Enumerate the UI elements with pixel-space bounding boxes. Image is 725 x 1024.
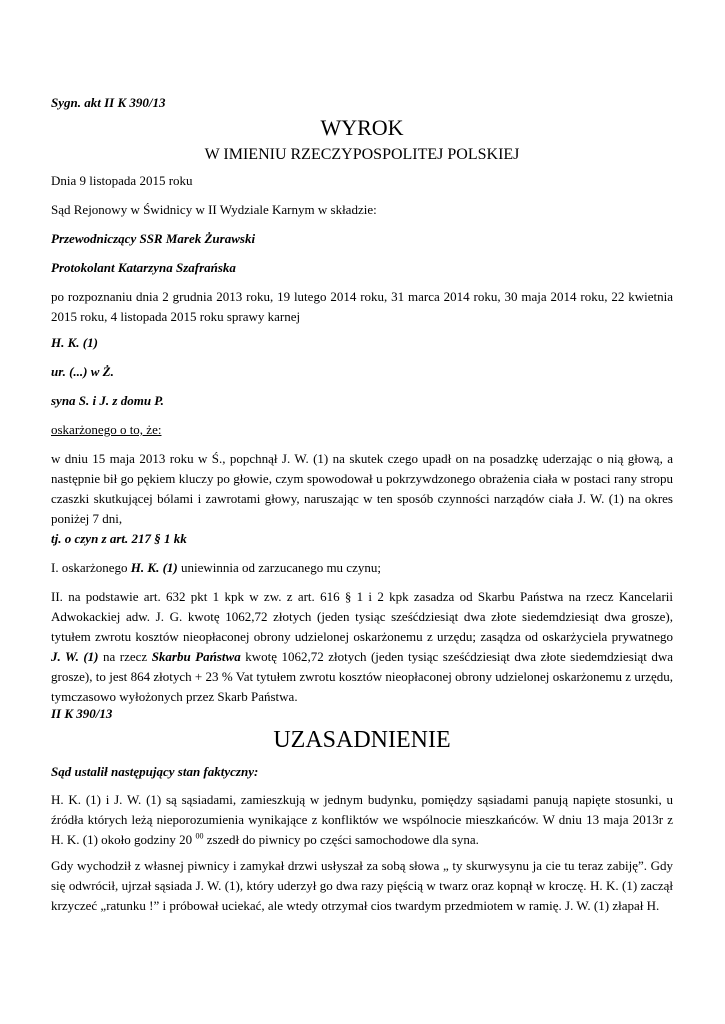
defendant-name: H. K. (1) (51, 335, 98, 350)
acquitted-defendant: H. K. (1) (130, 560, 178, 575)
charge-text: w dniu 15 maja 2013 roku w Ś., popchnął J. W. (1) na skutek czego upadł on na posadzkę uderzając o nią głową, a następnie bił go pękiem kluczy po głowie, czym spowodował u pokrzywdzonego obrażenia ciała w postaci rany stropu czaszki skutkującej bólami i zawrotami głowy, naruszając w ten sposób czynności narządów ciała J. W. (1) na okres poniżej 7 dni, (51, 451, 673, 526)
justification-title: UZASADNIENIE (273, 727, 451, 753)
facts-paragraph-1: H. K. (1) i J. W. (1) są sąsiadami, zamieszkują w jednym budynku, pomiędzy sąsiadami panują napięte stosunki, u źródła których leżą nieporozumienia wynikające z konfliktów we wspólnocie mieszkańców. W dniu 13 maja 2013r z H. K. (1) około godziny 20 $^{00}$ zszedł do piwnicy po części samochodowe dla syna. (51, 792, 673, 847)
justification-case-number: II K 390/13 (51, 706, 113, 721)
court-composition: Sąd Rejonowy w Świdnicy w II Wydziale Karnym w składzie: (51, 202, 377, 217)
verdict-point-1: I. oskarżonego H. K. (1) uniewinnia od zarzucanego mu czynu; (51, 560, 381, 575)
verdict-title: WYROK (320, 115, 404, 140)
accused-label: oskarżonego o to, że: (51, 422, 162, 437)
charge-article: tj. o czyn z art. 217 § 1 kk (51, 531, 187, 546)
court-clerk: Protokolant Katarzyna Szafrańska (51, 260, 236, 275)
hearing-dates: po rozpoznaniu dnia 2 grudnia 2013 roku, 19 lutego 2014 roku, 31 marca 2014 roku, 30 maja 2014 roku, 22 kwietnia 2015 roku, 4 listopada 2015 roku sprawy karnej (51, 289, 673, 324)
verdict-point-2: II. na podstawie art. 632 pkt 1 kpk w zw. z art. 616 § 1 i 2 kpk zasadza od Skarbu Państwa na rzecz Kancelarii Adwokackiej adw. J. G. kwotę 1062,72 złotych (jeden tysiąc sześćdziesiąt dwa złote siedemdziesiąt dwa grosze), tytułem zwrotu kosztów nieopłaconej obrony udzielonej oskarżonemu z urzędu; zasądza od oskarżyciela prywatnego J. W. (1) na rzecz Skarbu Państwa kwotę 1062,72 złotych (jeden tysiąc sześćdziesiąt dwa złote siedemdziesiąt dwa grosze), to jest 864 złotych + 23 % Vat tytułem zwrotu kosztów nieopłaconej obrony udzielonej oskarżonemu z urzędu, tymczasowo wyłożonych przez Skarb Państwa. (51, 589, 673, 704)
verdict-subtitle: W IMIENIU RZECZYPOSPOLITEJ POLSKIEJ (204, 146, 520, 163)
state-treasury: Skarbu Państwa (151, 649, 241, 664)
facts-heading: Sąd ustalił następujący stan faktyczny: (51, 764, 259, 779)
presiding-judge: Przewodniczący SSR Marek Żurawski (51, 231, 256, 246)
case-number: Sygn. akt II K 390/13 (51, 95, 166, 110)
defendant-birth: ur. (...) w Ż. (51, 364, 114, 379)
defendant-parents: syna S. i J. z domu P. (51, 393, 164, 408)
facts-paragraph-2: Gdy wychodził z własnej piwnicy i zamykał drzwi usłyszał za sobą słowa „ ty skurwysynu ja cie tu teraz zabiję”. Gdy się odwrócił, ujrzał sąsiada J. W. (1), który uderzył go dwa razy pięścią w twarz oraz kopnął w kroczę. H. K. (1) zaczął krzyczeć „ratunku !” i próbował uciekać, ale wtedy otrzymał cios twardym przedmiotem w ramię. J. W. (1) złapał H. (51, 858, 673, 913)
verdict-date: Dnia 9 listopada 2015 roku (51, 173, 193, 188)
private-prosecutor: J. W. (1) (51, 649, 99, 664)
